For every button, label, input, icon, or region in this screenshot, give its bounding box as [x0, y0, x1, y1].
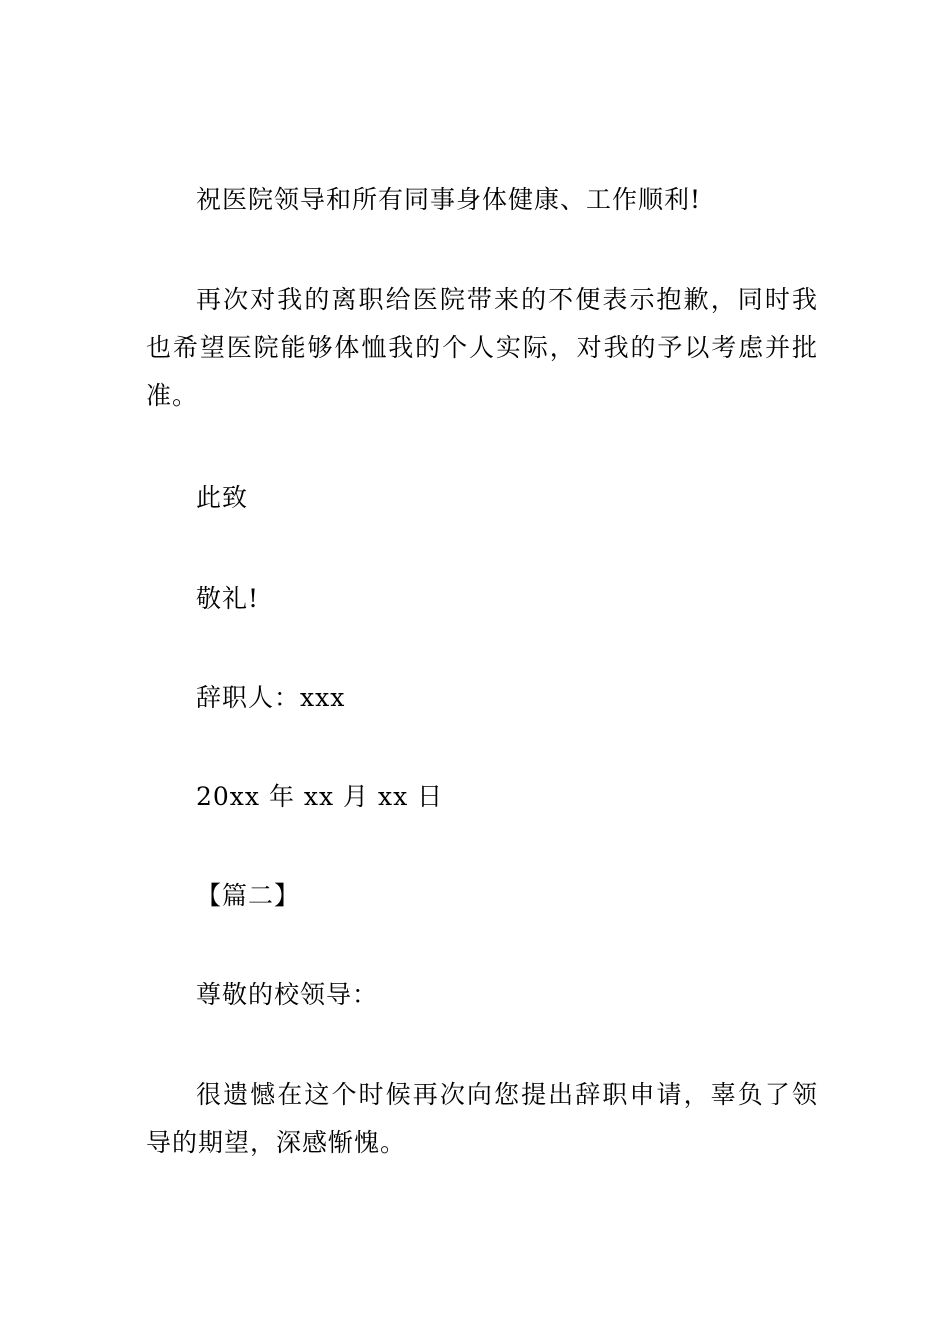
closing-wish-paragraph: 祝医院领导和所有同事身体健康、工作顺利! [196, 185, 702, 214]
resignation-paragraph: 很遗憾在这个时候再次向您提出辞职申请，辜负了领导的期望，深感惭愧。 [146, 1080, 818, 1157]
signer-line: 辞职人：xxx [196, 683, 346, 712]
apology-paragraph: 再次对我的离职给医院带来的不便表示抱歉，同时我也希望医院能够体恤我的个人实际，对我的予以考虑并批准。 [146, 285, 818, 410]
greeting-line: 尊敬的校领导： [196, 980, 379, 1009]
date-line: 20xx 年 xx 月 xx 日 [196, 782, 444, 811]
section-heading: 【篇二】 [196, 881, 301, 910]
salutation-cizhi: 此致 [196, 483, 249, 512]
salutation-jingli: 敬礼! [196, 584, 260, 613]
